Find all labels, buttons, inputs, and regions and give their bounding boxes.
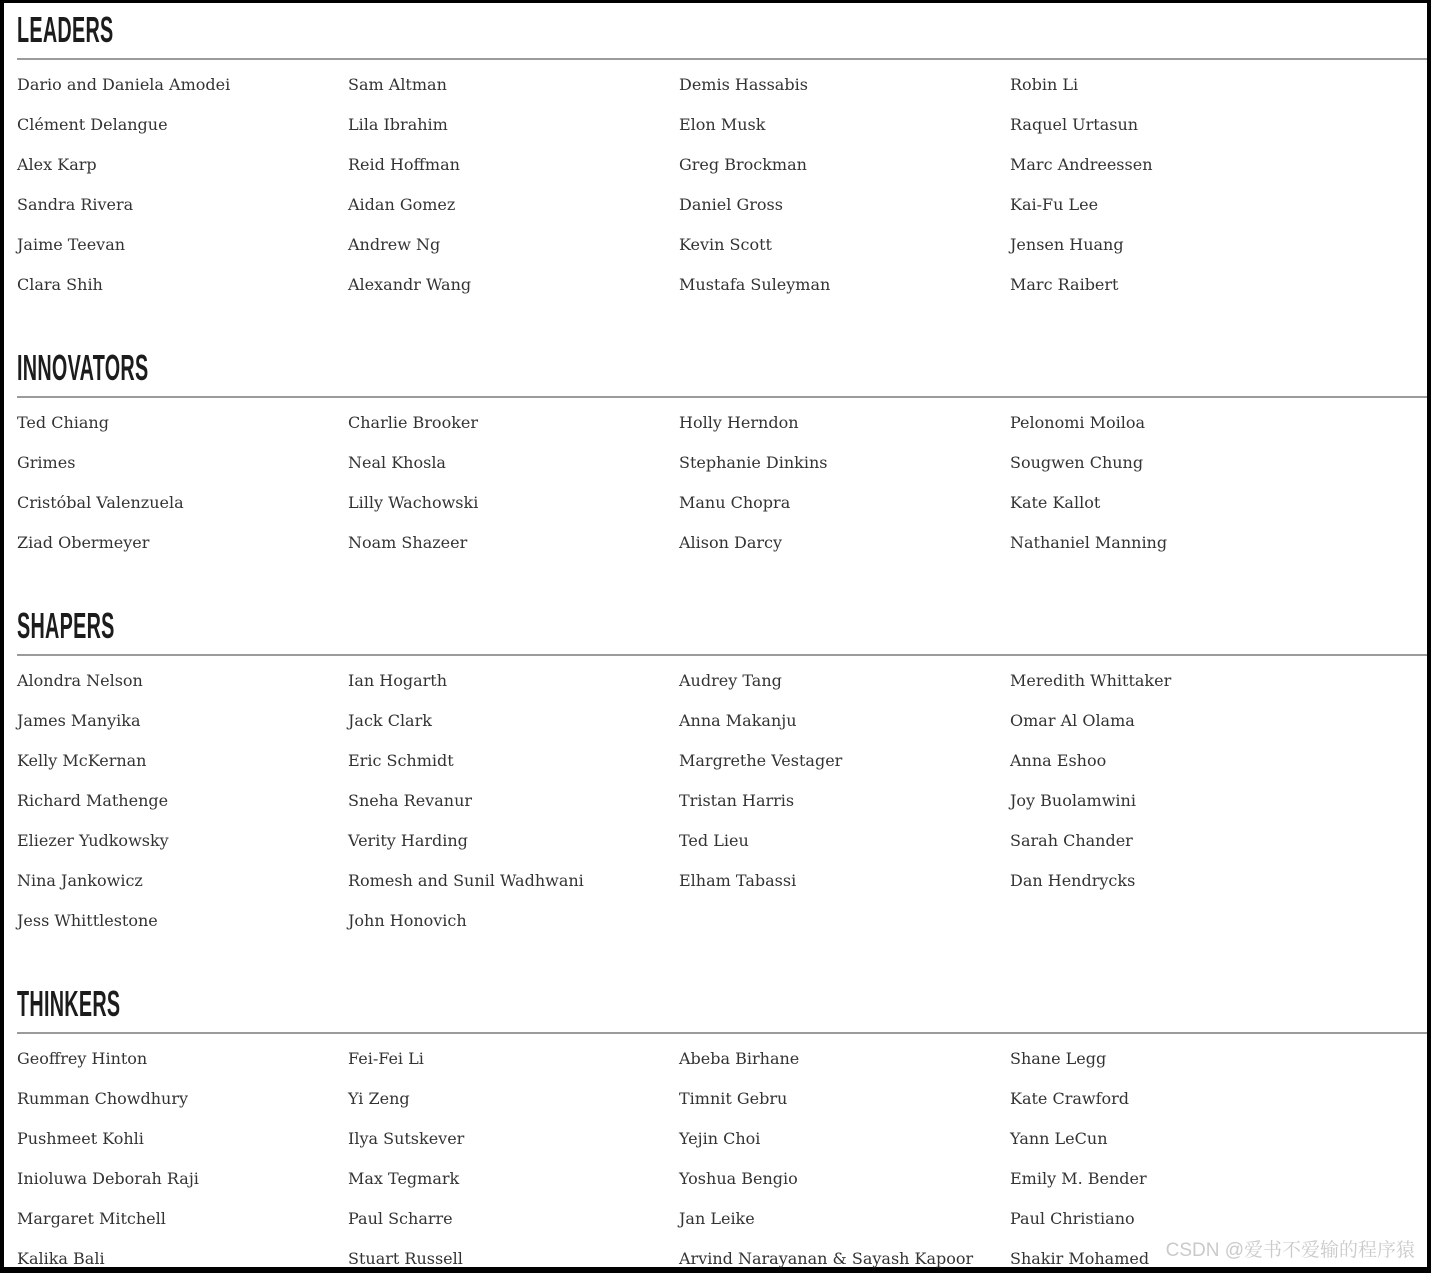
- section-title-text: THINKERS: [17, 983, 121, 1024]
- person-name[interactable]: Margrethe Vestager: [679, 750, 843, 770]
- section-title: [17, 9, 1427, 50]
- person-name[interactable]: Greg Brockman: [679, 154, 807, 174]
- names-column: [348, 1038, 679, 1278]
- person-name[interactable]: Lila Ibrahim: [348, 114, 448, 134]
- person-name[interactable]: Sneha Revanur: [348, 790, 473, 810]
- section-title: [17, 347, 1427, 388]
- person-name[interactable]: Omar Al Olama: [1010, 710, 1135, 730]
- person-name[interactable]: Shakir Mohamed: [1010, 1248, 1150, 1268]
- person-name[interactable]: Robin Li: [1010, 74, 1079, 94]
- person-name[interactable]: Eliezer Yudkowsky: [17, 830, 169, 850]
- names-column: [1010, 660, 1341, 940]
- person-name[interactable]: Charlie Brooker: [348, 412, 479, 432]
- person-name[interactable]: Elham Tabassi: [679, 870, 797, 890]
- person-name[interactable]: Pushmeet Kohli: [17, 1128, 144, 1148]
- person-name[interactable]: Lilly Wachowski: [348, 492, 479, 512]
- names-column: [17, 402, 348, 562]
- person-name[interactable]: Kalika Bali: [17, 1248, 105, 1268]
- section-title: [17, 605, 1427, 646]
- person-name[interactable]: Anna Eshoo: [1010, 750, 1107, 770]
- person-name[interactable]: Yejin Choi: [679, 1128, 761, 1148]
- person-name[interactable]: Margaret Mitchell: [17, 1208, 166, 1228]
- section-title-text: SHAPERS: [17, 605, 115, 646]
- person-name[interactable]: Shane Legg: [1010, 1048, 1107, 1068]
- person-name[interactable]: Verity Harding: [348, 830, 468, 850]
- person-name[interactable]: Manu Chopra: [679, 492, 791, 512]
- section-divider: [17, 396, 1427, 398]
- person-name[interactable]: Nina Jankowicz: [17, 870, 143, 890]
- person-name[interactable]: Kai-Fu Lee: [1010, 194, 1099, 214]
- names-grid: [17, 1038, 1427, 1278]
- names-grid: [17, 64, 1427, 304]
- person-name[interactable]: Kate Crawford: [1010, 1088, 1130, 1108]
- person-name[interactable]: Clément Delangue: [17, 114, 168, 134]
- names-column: [679, 402, 1010, 562]
- person-name[interactable]: Sougwen Chung: [1010, 452, 1144, 472]
- section-innovators: [17, 347, 1427, 562]
- person-name[interactable]: Timnit Gebru: [679, 1088, 788, 1108]
- section-leaders: [17, 9, 1427, 304]
- section-title-text: INNOVATORS: [17, 347, 149, 388]
- person-name[interactable]: Geoffrey Hinton: [17, 1048, 148, 1068]
- names-column: [348, 660, 679, 940]
- names-column: [679, 64, 1010, 304]
- section-title: [17, 983, 1427, 1024]
- person-name[interactable]: Aidan Gomez: [348, 194, 456, 214]
- names-column: [17, 64, 348, 304]
- person-name[interactable]: John Honovich: [348, 910, 467, 930]
- person-name[interactable]: Demis Hassabis: [679, 74, 808, 94]
- person-name[interactable]: Max Tegmark: [348, 1168, 460, 1188]
- person-name[interactable]: Alexandr Wang: [348, 274, 472, 294]
- names-grid: [17, 660, 1427, 940]
- person-name[interactable]: Ted Chiang: [17, 412, 109, 432]
- person-name[interactable]: Cristóbal Valenzuela: [17, 492, 184, 512]
- person-name[interactable]: Yi Zeng: [348, 1088, 410, 1108]
- person-name[interactable]: Clara Shih: [17, 274, 103, 294]
- person-name[interactable]: Andrew Ng: [348, 234, 441, 254]
- names-column: [17, 660, 348, 940]
- person-name[interactable]: Kevin Scott: [679, 234, 772, 254]
- person-name[interactable]: Noam Shazeer: [348, 532, 468, 552]
- person-name[interactable]: Elon Musk: [679, 114, 766, 134]
- person-name[interactable]: Raquel Urtasun: [1010, 114, 1139, 134]
- person-name[interactable]: Abeba Birhane: [679, 1048, 800, 1068]
- person-name[interactable]: Stephanie Dinkins: [679, 452, 828, 472]
- person-name[interactable]: Jack Clark: [348, 710, 432, 730]
- person-name[interactable]: Pelonomi Moiloa: [1010, 412, 1145, 432]
- person-name[interactable]: Mustafa Suleyman: [679, 274, 831, 294]
- person-name[interactable]: Yoshua Bengio: [679, 1168, 798, 1188]
- person-name[interactable]: Meredith Whittaker: [1010, 670, 1172, 690]
- person-name[interactable]: Grimes: [17, 452, 76, 472]
- names-column: [1010, 64, 1341, 304]
- person-name[interactable]: Neal Khosla: [348, 452, 446, 472]
- section-thinkers: [17, 983, 1427, 1278]
- person-name[interactable]: Rumman Chowdhury: [17, 1088, 189, 1108]
- time100-ai-list-page: [4, 3, 1427, 1267]
- person-name[interactable]: Kelly McKernan: [17, 750, 147, 770]
- person-name[interactable]: Paul Christiano: [1010, 1208, 1135, 1228]
- person-name[interactable]: Jensen Huang: [1010, 234, 1124, 254]
- person-name[interactable]: Sarah Chander: [1010, 830, 1133, 850]
- section-divider: [17, 1032, 1427, 1034]
- person-name[interactable]: Jess Whittlestone: [17, 910, 158, 930]
- person-name[interactable]: Daniel Gross: [679, 194, 783, 214]
- csdn-watermark: CSDN @爱书不爱输的程序猿: [1165, 1240, 1415, 1261]
- person-name[interactable]: Kate Kallot: [1010, 492, 1101, 512]
- person-name[interactable]: Anna Makanju: [679, 710, 797, 730]
- person-name[interactable]: Paul Scharre: [348, 1208, 453, 1228]
- person-name[interactable]: Audrey Tang: [679, 670, 782, 690]
- person-name[interactable]: Yann LeCun: [1010, 1128, 1108, 1148]
- section-divider: [17, 58, 1427, 60]
- names-column: [17, 1038, 348, 1278]
- person-name[interactable]: Marc Raibert: [1010, 274, 1119, 294]
- person-name[interactable]: Tristan Harris: [679, 790, 795, 810]
- person-name[interactable]: Ilya Sutskever: [348, 1128, 465, 1148]
- person-name[interactable]: Jan Leike: [679, 1208, 755, 1228]
- names-column: [1010, 402, 1341, 562]
- names-grid: [17, 402, 1427, 562]
- person-name[interactable]: Reid Hoffman: [348, 154, 460, 174]
- person-name[interactable]: Sandra Rivera: [17, 194, 134, 214]
- names-column: [348, 64, 679, 304]
- names-column: [679, 1038, 1010, 1278]
- section-divider: [17, 654, 1427, 656]
- section-shapers: [17, 605, 1427, 940]
- person-name[interactable]: Arvind Narayanan & Sayash Kapoor: [679, 1248, 974, 1268]
- person-name[interactable]: Sam Altman: [348, 74, 447, 94]
- person-name[interactable]: Ian Hogarth: [348, 670, 447, 690]
- person-name[interactable]: Marc Andreessen: [1010, 154, 1153, 174]
- person-name[interactable]: Stuart Russell: [348, 1248, 463, 1268]
- sections-container: [17, 9, 1427, 1278]
- person-name[interactable]: Ted Lieu: [679, 830, 749, 850]
- person-name[interactable]: Alondra Nelson: [17, 670, 143, 690]
- person-name[interactable]: Richard Mathenge: [17, 790, 169, 810]
- person-name[interactable]: Romesh and Sunil Wadhwani: [348, 870, 584, 890]
- names-column: [1010, 1038, 1341, 1278]
- person-name[interactable]: Nathaniel Manning: [1010, 532, 1168, 552]
- person-name[interactable]: Dan Hendrycks: [1010, 870, 1136, 890]
- person-name[interactable]: Emily M. Bender: [1010, 1168, 1147, 1188]
- person-name[interactable]: Jaime Teevan: [17, 234, 126, 254]
- person-name[interactable]: James Manyika: [17, 710, 141, 730]
- person-name[interactable]: Holly Herndon: [679, 412, 799, 432]
- person-name[interactable]: Fei-Fei Li: [348, 1048, 424, 1068]
- person-name[interactable]: Ziad Obermeyer: [17, 532, 150, 552]
- person-name[interactable]: Joy Buolamwini: [1010, 790, 1136, 810]
- names-column: [679, 660, 1010, 940]
- names-column: [348, 402, 679, 562]
- person-name[interactable]: Alison Darcy: [679, 532, 783, 552]
- person-name[interactable]: Dario and Daniela Amodei: [17, 74, 231, 94]
- section-title-text: LEADERS: [17, 9, 114, 50]
- person-name[interactable]: Inioluwa Deborah Raji: [17, 1168, 199, 1188]
- person-name[interactable]: Alex Karp: [17, 154, 97, 174]
- person-name[interactable]: Eric Schmidt: [348, 750, 454, 770]
